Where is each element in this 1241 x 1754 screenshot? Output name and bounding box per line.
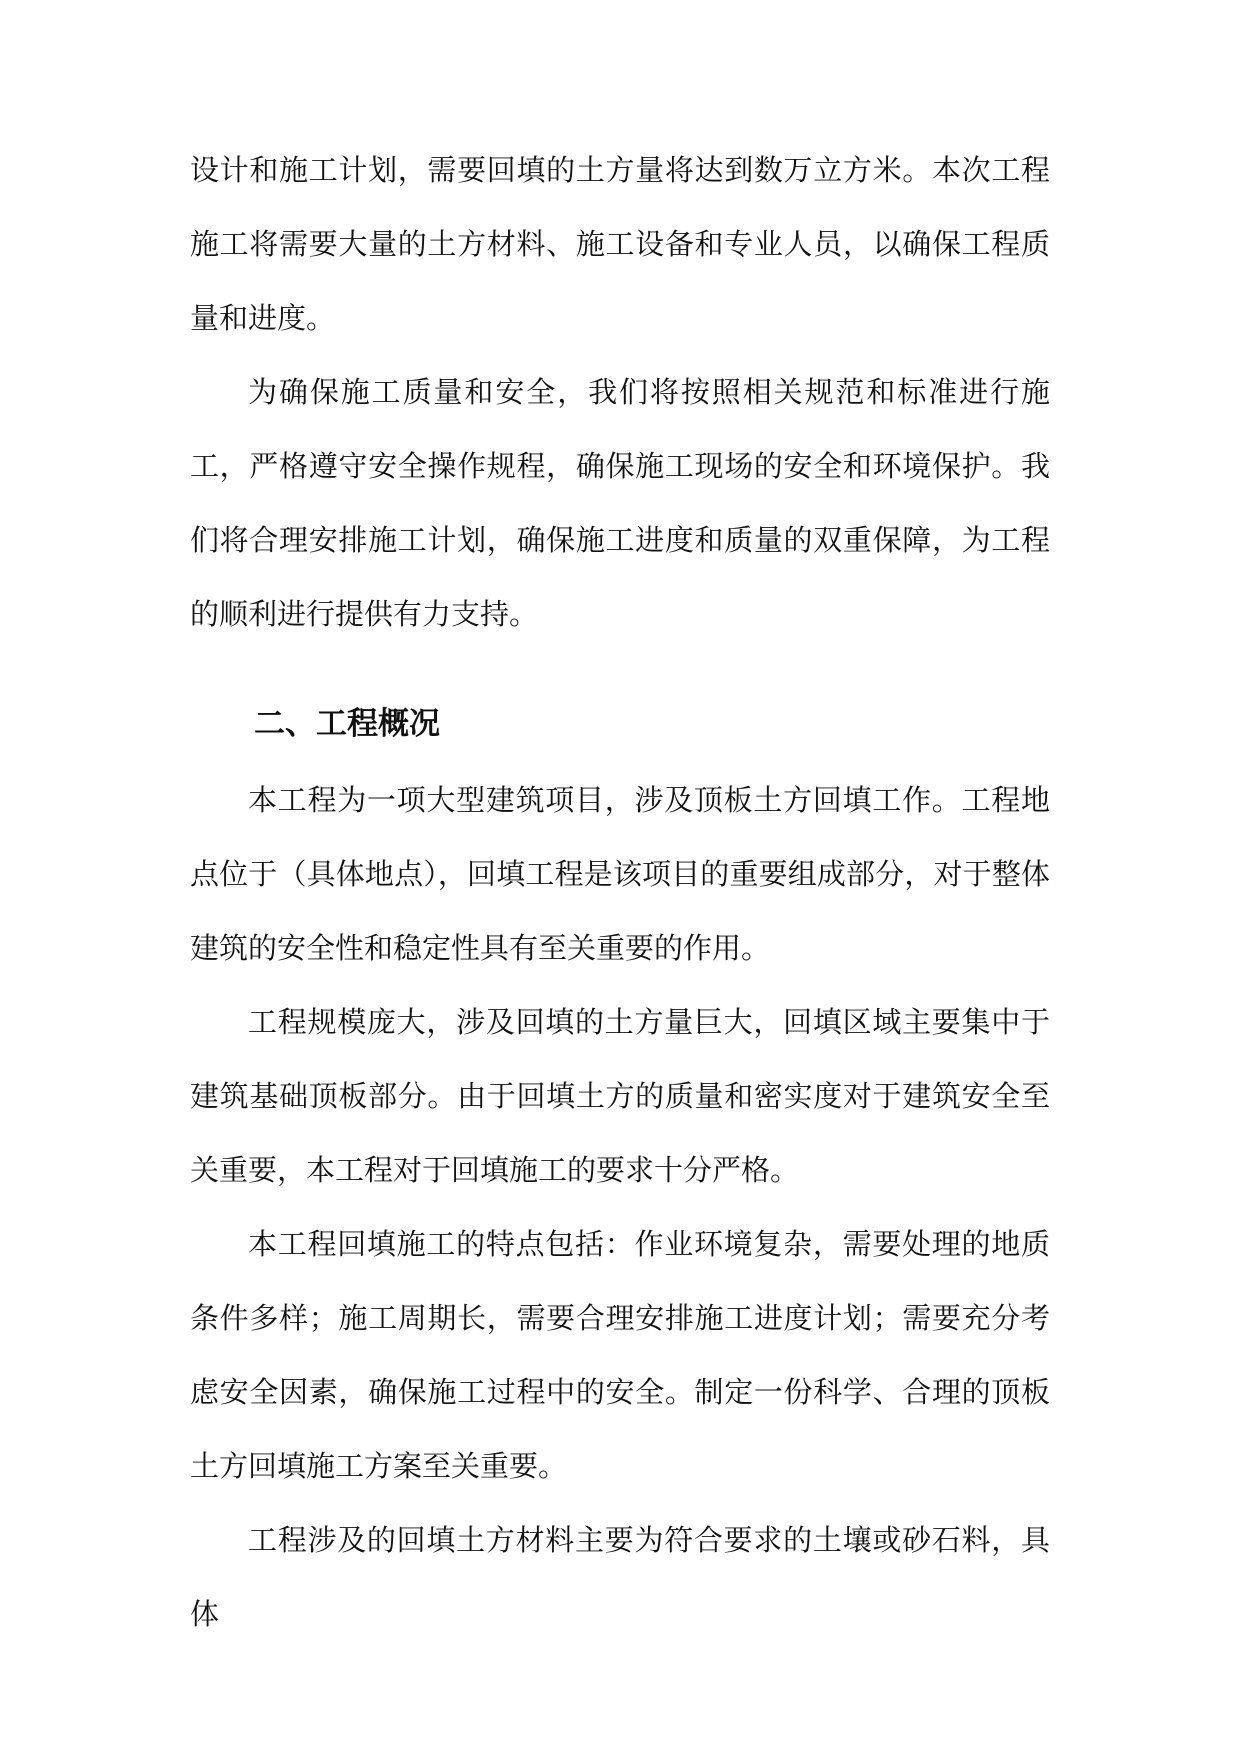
paragraph-materials: 工程涉及的回填土方材料主要为符合要求的土壤或砂石料，具体 xyxy=(190,1523,1050,1631)
paragraph-construction-features: 本工程回填施工的特点包括：作业环境复杂，需要处理的地质条件多样；施工周期长，需要合理安排施工进度计划；需要充分考虑安全因素，确保施工过程中的安全。制定一份科学、合理的顶板土方回填施工方案至关重要。 xyxy=(190,1227,1050,1483)
document-body xyxy=(190,133,1050,1651)
paragraph-project-scale: 工程规模庞大，涉及回填的土方量巨大，回填区域主要集中于建筑基础顶板部分。由于回填土方的质量和密实度对于建筑安全至关重要，本工程对于回填施工的要求十分严格。 xyxy=(190,1005,1050,1187)
section-heading: 二、工程概况 xyxy=(254,706,440,742)
paragraph-continued: 设计和施工计划，需要回填的土方量将达到数万立方米。本次工程施工将需要大量的土方材料、施工设备和专业人员，以确保工程质量和进度。 xyxy=(190,153,1050,335)
paragraph-project-overview: 本工程为一项大型建筑项目，涉及顶板土方回填工作。工程地点位于（具体地点），回填工程是该项目的重要组成部分，对于整体建筑的安全性和稳定性具有至关重要的作用。 xyxy=(190,783,1050,965)
paragraph-safety: 为确保施工质量和安全，我们将按照相关规范和标准进行施工，严格遵守安全操作规程，确保施工现场的安全和环境保护。我们将合理安排施工计划，确保施工进度和质量的双重保障，为工程的顺利进行提供有力支持。 xyxy=(190,375,1050,631)
